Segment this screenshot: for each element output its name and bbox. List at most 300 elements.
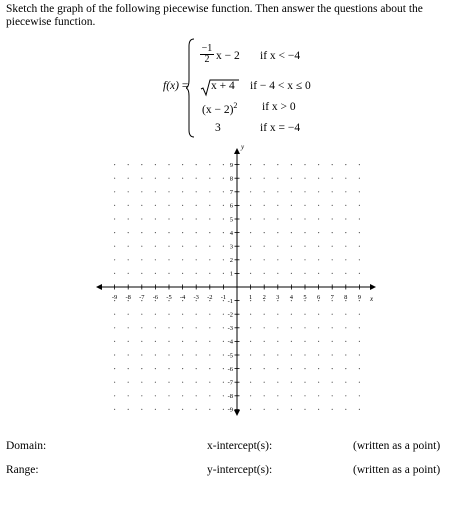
- grid-dot: [141, 341, 142, 342]
- grid-dot: [345, 395, 346, 396]
- x-axis-left-arrow: [96, 284, 102, 290]
- grid-dot: [128, 382, 129, 383]
- grid-dot: [141, 164, 142, 165]
- piece-4-condition: if x = −4: [260, 122, 301, 134]
- grid-dot: [168, 218, 169, 219]
- grid-dot: [209, 409, 210, 410]
- grid-dot: [264, 368, 265, 369]
- grid-dot: [168, 368, 169, 369]
- y-tick-label: 4: [229, 229, 233, 237]
- range-label: Range:: [6, 464, 39, 476]
- grid-dot: [182, 218, 183, 219]
- grid-dot: [277, 341, 278, 342]
- grid-dot: [277, 395, 278, 396]
- grid-dot: [250, 259, 251, 260]
- grid-dot: [332, 232, 333, 233]
- grid-dot: [345, 314, 346, 315]
- grid-dot: [264, 246, 265, 247]
- grid-dot: [155, 314, 156, 315]
- grid-dot: [332, 218, 333, 219]
- y-tick-label: 6: [229, 202, 233, 210]
- grid-dot: [155, 382, 156, 383]
- x-axis-right-arrow: [370, 284, 376, 290]
- grid-dot: [318, 232, 319, 233]
- grid-dot: [250, 232, 251, 233]
- grid-dot: [332, 205, 333, 206]
- grid-dot: [182, 395, 183, 396]
- grid-dot: [304, 368, 305, 369]
- grid-dot: [223, 368, 224, 369]
- grid-dot: [141, 409, 142, 410]
- piece-2-expression: x + 4: [211, 80, 235, 92]
- grid-dot: [114, 232, 115, 233]
- grid-dot: [223, 341, 224, 342]
- grid-dot: [182, 191, 183, 192]
- grid-dot: [141, 178, 142, 179]
- grid-dot: [168, 395, 169, 396]
- x-axis-label: x: [370, 295, 374, 303]
- grid-dot: [359, 409, 360, 410]
- grid-dot: [155, 218, 156, 219]
- grid-dot: [277, 327, 278, 328]
- grid-dot: [345, 273, 346, 274]
- grid-dot: [318, 259, 319, 260]
- grid-dot: [223, 354, 224, 355]
- grid-dot: [128, 327, 129, 328]
- grid-dot: [168, 164, 169, 165]
- grid-dot: [359, 395, 360, 396]
- grid-dot: [168, 205, 169, 206]
- grid-dot: [277, 178, 278, 179]
- grid-dot: [223, 395, 224, 396]
- x-tick-label: -7: [139, 294, 145, 301]
- grid-dot: [114, 178, 115, 179]
- grid-dot: [264, 218, 265, 219]
- grid-dot: [155, 164, 156, 165]
- grid-dot: [250, 178, 251, 179]
- grid-dot: [196, 382, 197, 383]
- grid-dot: [345, 178, 346, 179]
- grid-dot: [209, 273, 210, 274]
- grid-dot: [304, 259, 305, 260]
- grid-dot: [209, 327, 210, 328]
- grid-dot: [291, 246, 292, 247]
- grid-dot: [291, 354, 292, 355]
- grid-dot: [114, 218, 115, 219]
- grid-dot: [209, 205, 210, 206]
- grid-dot: [332, 178, 333, 179]
- grid-dot: [264, 395, 265, 396]
- grid-dot: [250, 327, 251, 328]
- grid-dot: [128, 178, 129, 179]
- grid-dot: [196, 218, 197, 219]
- grid-dot: [155, 409, 156, 410]
- grid-dot: [182, 259, 183, 260]
- grid-dot: [304, 327, 305, 328]
- grid-dot: [264, 205, 265, 206]
- x-tick-label: 5: [303, 294, 307, 301]
- grid-dot: [345, 218, 346, 219]
- x-tick-label: -9: [111, 294, 118, 301]
- grid-dot: [182, 409, 183, 410]
- grid-dot: [291, 382, 292, 383]
- grid-dot: [114, 314, 115, 315]
- grid-dot: [304, 164, 305, 165]
- grid-dot: [304, 205, 305, 206]
- grid-dot: [196, 232, 197, 233]
- grid-dot: [359, 191, 360, 192]
- x-tick-label: -6: [152, 294, 159, 301]
- grid-dot: [168, 232, 169, 233]
- grid-dot: [318, 368, 319, 369]
- grid-dot: [128, 232, 129, 233]
- piece-3-expression: $(x - 2)^2$: [202, 101, 238, 116]
- piece-2-condition: if − 4 < x ≤ 0: [250, 80, 311, 92]
- grid-dot: [304, 191, 305, 192]
- grid-dot: [196, 395, 197, 396]
- grid-dot: [114, 395, 115, 396]
- grid-dot: [168, 382, 169, 383]
- axis-tick-labels: [112, 162, 361, 414]
- grid-dot: [209, 382, 210, 383]
- grid-dot: [141, 218, 142, 219]
- grid-dot: [264, 409, 265, 410]
- grid-dot: [359, 354, 360, 355]
- grid-dot: [277, 205, 278, 206]
- grid-dot: [277, 259, 278, 260]
- grid-dot: [291, 409, 292, 410]
- grid-dot: [155, 395, 156, 396]
- grid-dot: [196, 259, 197, 260]
- grid-dot: [196, 273, 197, 274]
- grid-dot: [128, 164, 129, 165]
- grid-dot: [155, 246, 156, 247]
- grid-dot: [277, 273, 278, 274]
- grid-dot: [345, 232, 346, 233]
- grid-dot: [291, 273, 292, 274]
- grid-dot: [264, 341, 265, 342]
- grid-dot: [359, 259, 360, 260]
- grid-dot: [114, 273, 115, 274]
- grid-dot: [196, 205, 197, 206]
- y-tick-label: -4: [227, 338, 233, 346]
- grid-dot: [250, 205, 251, 206]
- grid-dot: [168, 246, 169, 247]
- y-axis-top-arrow: [234, 148, 240, 154]
- grid-dot: [128, 246, 129, 247]
- grid-dot: [304, 314, 305, 315]
- grid-dot: [141, 246, 142, 247]
- grid-dot: [196, 341, 197, 342]
- grid-dot: [264, 191, 265, 192]
- grid-dot: [223, 273, 224, 274]
- x-tick-label: -8: [125, 294, 131, 301]
- grid-dot: [359, 368, 360, 369]
- grid-dot: [223, 409, 224, 410]
- grid-dot: [128, 191, 129, 192]
- grid-dot: [264, 382, 265, 383]
- grid-dot: [128, 314, 129, 315]
- y-tick-label: 9: [229, 161, 233, 169]
- grid-dot: [155, 327, 156, 328]
- grid-dot: [332, 354, 333, 355]
- grid-dot: [359, 232, 360, 233]
- grid-dot: [359, 327, 360, 328]
- grid-dot: [291, 314, 292, 315]
- grid-dot: [304, 409, 305, 410]
- grid-dot: [141, 273, 142, 274]
- y-axis-bottom-arrow: [234, 410, 240, 416]
- grid-dot: [223, 205, 224, 206]
- grid-dot: [141, 205, 142, 206]
- grid-dot: [332, 368, 333, 369]
- grid-dot: [318, 205, 319, 206]
- grid-dot: [264, 178, 265, 179]
- grid-dot: [250, 246, 251, 247]
- grid-dot: [345, 327, 346, 328]
- grid-dot: [318, 409, 319, 410]
- grid-dot: [250, 191, 251, 192]
- grid-dot: [114, 382, 115, 383]
- grid-dot: [114, 205, 115, 206]
- grid-dot: [291, 191, 292, 192]
- grid-dot: [304, 218, 305, 219]
- grid-dot: [250, 314, 251, 315]
- grid-dot: [291, 218, 292, 219]
- x-tick-label: -1: [220, 294, 227, 301]
- y-tick-label: -9: [227, 406, 233, 414]
- grid-dot: [209, 178, 210, 179]
- grid-dot: [182, 205, 183, 206]
- grid-dot: [332, 409, 333, 410]
- x-tick-label: -3: [193, 294, 199, 301]
- grid-dot: [291, 232, 292, 233]
- grid-dot: [304, 354, 305, 355]
- instructions-text: Sketch the graph of the following piecewise function. Then answer the questions about the piecewise function.: [6, 3, 423, 28]
- x-tick-label: -5: [166, 294, 172, 301]
- y-tick-label: -5: [227, 352, 233, 360]
- y-intercept-note: (written as a point): [353, 464, 441, 476]
- grid-dot: [264, 314, 265, 315]
- grid-dot: [196, 178, 197, 179]
- grid-dot: [209, 191, 210, 192]
- grid-dot: [141, 368, 142, 369]
- piecewise-definition: [0, 0, 474, 145]
- grid-dot: [291, 395, 292, 396]
- grid-dot: [359, 382, 360, 383]
- grid-dot: [141, 354, 142, 355]
- piece-1-fraction: $\frac{-1}{2}$: [201, 43, 213, 65]
- x-tick-label: 1: [248, 294, 253, 301]
- grid-dot: [359, 341, 360, 342]
- grid-dot: [345, 191, 346, 192]
- x-tick-label: 9: [357, 294, 362, 301]
- grid-dot: [291, 341, 292, 342]
- grid-dot: [155, 273, 156, 274]
- left-brace: [186, 38, 196, 138]
- grid-dot: [277, 246, 278, 247]
- x-tick-label: -4: [179, 294, 186, 301]
- grid-dot: [114, 191, 115, 192]
- grid-dot: [264, 273, 265, 274]
- function-label: f(x) =: [163, 80, 189, 92]
- grid-dot: [318, 191, 319, 192]
- grid-dot: [209, 354, 210, 355]
- grid-dot: [345, 409, 346, 410]
- grid-dot: [250, 218, 251, 219]
- grid-dot: [141, 259, 142, 260]
- grid-dot: [223, 218, 224, 219]
- domain-label: Domain:: [6, 440, 47, 452]
- grid-dot: [168, 191, 169, 192]
- grid-dot: [277, 164, 278, 165]
- grid-dot: [318, 273, 319, 274]
- y-axis-label: y: [241, 143, 245, 151]
- grid-dot: [332, 314, 333, 315]
- grid-dot: [277, 218, 278, 219]
- grid-dot: [304, 395, 305, 396]
- grid-dot: [277, 382, 278, 383]
- coordinate-grid[interactable]: [0, 140, 474, 430]
- grid-dot: [250, 409, 251, 410]
- grid-dot: [318, 218, 319, 219]
- grid-dot: [291, 368, 292, 369]
- y-tick-label: 1: [229, 270, 233, 278]
- piece-1-condition: if x < −4: [260, 50, 301, 62]
- grid-dot: [332, 273, 333, 274]
- grid-dot: [128, 354, 129, 355]
- grid-dot: [359, 178, 360, 179]
- x-tick-label: -2: [207, 294, 213, 301]
- grid-dot: [155, 354, 156, 355]
- grid-dot: [304, 246, 305, 247]
- piece-4-expression: 3: [215, 122, 221, 134]
- grid-dot: [155, 232, 156, 233]
- grid-dot: [250, 164, 251, 165]
- grid-dot: [209, 259, 210, 260]
- axes: [96, 148, 376, 416]
- y-tick-label: -1: [227, 297, 233, 305]
- grid-dot: [291, 259, 292, 260]
- grid-dot: [332, 191, 333, 192]
- grid-dot: [332, 246, 333, 247]
- y-tick-label: 5: [229, 216, 233, 224]
- grid-dot: [114, 246, 115, 247]
- grid-dot: [359, 273, 360, 274]
- grid-dot: [264, 327, 265, 328]
- grid-dot: [168, 409, 169, 410]
- grid-dot: [345, 341, 346, 342]
- grid-dot: [332, 164, 333, 165]
- grid-dot: [168, 341, 169, 342]
- grid-dot: [223, 191, 224, 192]
- grid-dot: [264, 232, 265, 233]
- x-tick-label: 4: [289, 294, 294, 301]
- grid-dot: [264, 164, 265, 165]
- grid-dot: [359, 246, 360, 247]
- grid-dot: [196, 164, 197, 165]
- y-tick-label: -7: [227, 379, 233, 387]
- grid-dot: [318, 164, 319, 165]
- grid-dot: [128, 218, 129, 219]
- grid-dot: [128, 205, 129, 206]
- grid-dot: [182, 232, 183, 233]
- grid-dot: [114, 409, 115, 410]
- x-tick-label: 2: [262, 294, 266, 301]
- grid-dot: [332, 395, 333, 396]
- grid-dot: [345, 354, 346, 355]
- y-tick-label: 3: [229, 243, 233, 251]
- grid-dot: [223, 382, 224, 383]
- grid-dot: [128, 273, 129, 274]
- grid-dot: [264, 259, 265, 260]
- grid-dot: [209, 314, 210, 315]
- grid-dot: [182, 382, 183, 383]
- grid-dot: [304, 341, 305, 342]
- grid-dot: [182, 314, 183, 315]
- grid-dot: [318, 341, 319, 342]
- grid-dot: [250, 368, 251, 369]
- grid-dot: [223, 178, 224, 179]
- grid-dot: [155, 191, 156, 192]
- grid-dot: [359, 218, 360, 219]
- y-tick-label: 2: [229, 257, 233, 265]
- grid-dot: [223, 164, 224, 165]
- grid-dot: [168, 354, 169, 355]
- x-intercept-label: x-intercept(s):: [207, 440, 273, 452]
- grid-dot: [168, 314, 169, 315]
- grid-dot: [168, 327, 169, 328]
- grid-dot: [196, 354, 197, 355]
- piece-1-expression: x − 2: [216, 50, 240, 62]
- grid-dot: [155, 178, 156, 179]
- grid-dot: [209, 368, 210, 369]
- grid-dot: [128, 341, 129, 342]
- y-tick-label: -6: [227, 365, 233, 373]
- grid-dot: [114, 368, 115, 369]
- grid-dot: [128, 395, 129, 396]
- grid-dot: [196, 314, 197, 315]
- grid-dot: [223, 259, 224, 260]
- x-tick-label: 6: [316, 294, 321, 301]
- grid-dot: [196, 191, 197, 192]
- grid-dot: [332, 327, 333, 328]
- grid-dot: [182, 368, 183, 369]
- grid-dot: [168, 259, 169, 260]
- grid-dot: [182, 341, 183, 342]
- grid-dot: [209, 395, 210, 396]
- grid-dot: [209, 218, 210, 219]
- grid-dot: [155, 259, 156, 260]
- grid-dot: [182, 178, 183, 179]
- grid-dot: [196, 246, 197, 247]
- grid-dot: [345, 164, 346, 165]
- grid-dot: [345, 259, 346, 260]
- grid-dot: [291, 178, 292, 179]
- x-tick-label: 7: [330, 294, 334, 301]
- grid-dot: [318, 327, 319, 328]
- grid-dot: [223, 327, 224, 328]
- grid-dot: [223, 246, 224, 247]
- grid-dot: [318, 395, 319, 396]
- grid-dot: [291, 164, 292, 165]
- grid-dot: [250, 273, 251, 274]
- grid-dot: [182, 273, 183, 274]
- grid-dot: [141, 382, 142, 383]
- grid-dot: [332, 382, 333, 383]
- grid-dot: [155, 341, 156, 342]
- grid-dot: [277, 191, 278, 192]
